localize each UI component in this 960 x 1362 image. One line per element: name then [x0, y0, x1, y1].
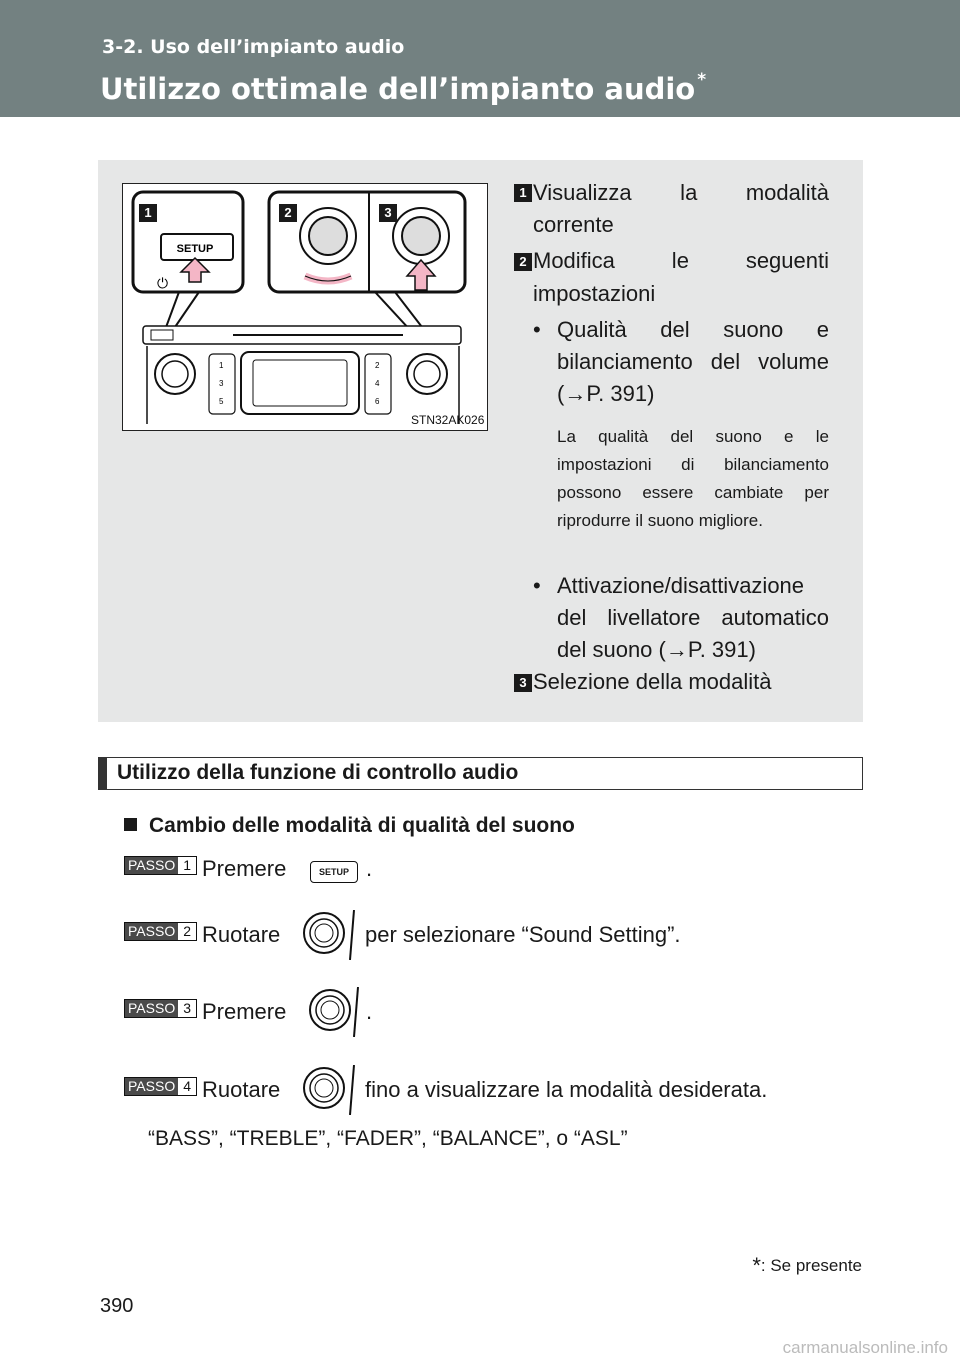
step-rest: .: [366, 999, 373, 1024]
step-verb: Premere: [202, 856, 287, 881]
footnote-text: : Se presente: [760, 1256, 862, 1275]
section-heading-stripe: [99, 758, 107, 789]
footnote-mark: *: [752, 1253, 761, 1278]
bullet-1-line2: bilanciamento del volume: [557, 349, 829, 374]
subsection-heading: [124, 814, 575, 838]
knob-icon: [300, 910, 360, 960]
bullet-2-line1: Attivazione/disattivazione: [557, 573, 805, 598]
step-badge: PASSO 4: [124, 1077, 197, 1096]
section-heading: [98, 757, 863, 790]
svg-text:1: 1: [219, 361, 224, 370]
page-title: [100, 70, 706, 106]
power-icon: ⏻: [157, 276, 169, 292]
section-heading-text: Utilizzo della funzione di controllo audio: [117, 761, 519, 784]
setup-button-text: SETUP: [176, 243, 214, 255]
legend-item-2-line1: Modifica le seguenti: [533, 248, 829, 273]
page-header: [0, 0, 960, 117]
svg-text:4: 4: [375, 379, 380, 388]
bullet-2-line3: del suono (→P. 391): [557, 637, 756, 662]
step-verb: Ruotare: [202, 1077, 281, 1102]
step-badge: PASSO 3: [124, 999, 197, 1018]
callout-3: 3: [379, 204, 397, 222]
bullet-1-mark: •: [533, 317, 541, 342]
callout-2: 2: [279, 204, 297, 222]
subsection-heading-text: Cambio delle modalità di qualità del suono: [149, 814, 575, 837]
legend-note: La qualità del suono e le impostazioni di bilanciamento possono essere cambiate per riprodurre il suono migliore.: [557, 427, 829, 530]
page-number: 390: [100, 1295, 134, 1317]
legend-badge-2: 2: [514, 253, 532, 271]
step-badge: PASSO 1: [124, 856, 197, 875]
step-rest: .: [366, 856, 373, 881]
svg-text:3: 3: [219, 379, 224, 388]
step-2: [124, 922, 681, 950]
legend-item-3: Selezione della modalità: [533, 669, 772, 694]
step-verb: Premere: [202, 999, 287, 1024]
step-badge: PASSO 2: [124, 922, 197, 941]
knob-icon: [300, 1065, 360, 1115]
footnote: [752, 1253, 862, 1279]
legend-badge-1: 1: [514, 184, 532, 202]
step-4: [124, 1077, 768, 1105]
callout-1: 1: [139, 204, 157, 222]
bullet-1-line1: Qualità del suono e: [557, 317, 829, 342]
step-verb: Ruotare: [202, 922, 281, 947]
square-bullet-icon: [124, 818, 137, 831]
audio-unit-illustration: [122, 183, 488, 431]
legend-item-2-line2: impostazioni: [533, 281, 656, 306]
figure-code: STN32AK026: [411, 413, 485, 427]
step-rest: per selezionare “Sound Setting”.: [365, 922, 681, 947]
step-rest: fino a visualizzare la modalità desiderata.: [365, 1077, 768, 1102]
page-title-text: Utilizzo ottimale dell’impianto audio: [100, 72, 696, 106]
bullet-2-mark: •: [533, 573, 541, 598]
svg-text:6: 6: [375, 397, 380, 406]
step-3: [124, 999, 373, 1027]
watermark: carmanualsonline.info: [782, 1338, 948, 1357]
step-1: [124, 856, 373, 884]
legend-item-1-line1: Visualizza la modalità: [533, 180, 829, 205]
legend-item-1-line2: corrente: [533, 212, 614, 237]
svg-text:2: 2: [375, 361, 380, 370]
bullet-2-line2: del livellatore automatico: [557, 605, 829, 630]
setup-button-icon: SETUP: [310, 861, 358, 883]
legend-badge-3: 3: [514, 674, 532, 692]
audio-unit-drawing: [123, 184, 487, 430]
bullet-1-line3: (→P. 391): [557, 381, 655, 406]
section-label: 3-2. Uso dell’impianto audio: [102, 36, 405, 58]
knob-icon: [308, 987, 368, 1037]
title-asterisk: *: [697, 70, 707, 90]
svg-text:5: 5: [219, 397, 224, 406]
mode-options: “BASS”, “TREBLE”, “FADER”, “BALANCE”, o “ASL”: [148, 1127, 628, 1150]
